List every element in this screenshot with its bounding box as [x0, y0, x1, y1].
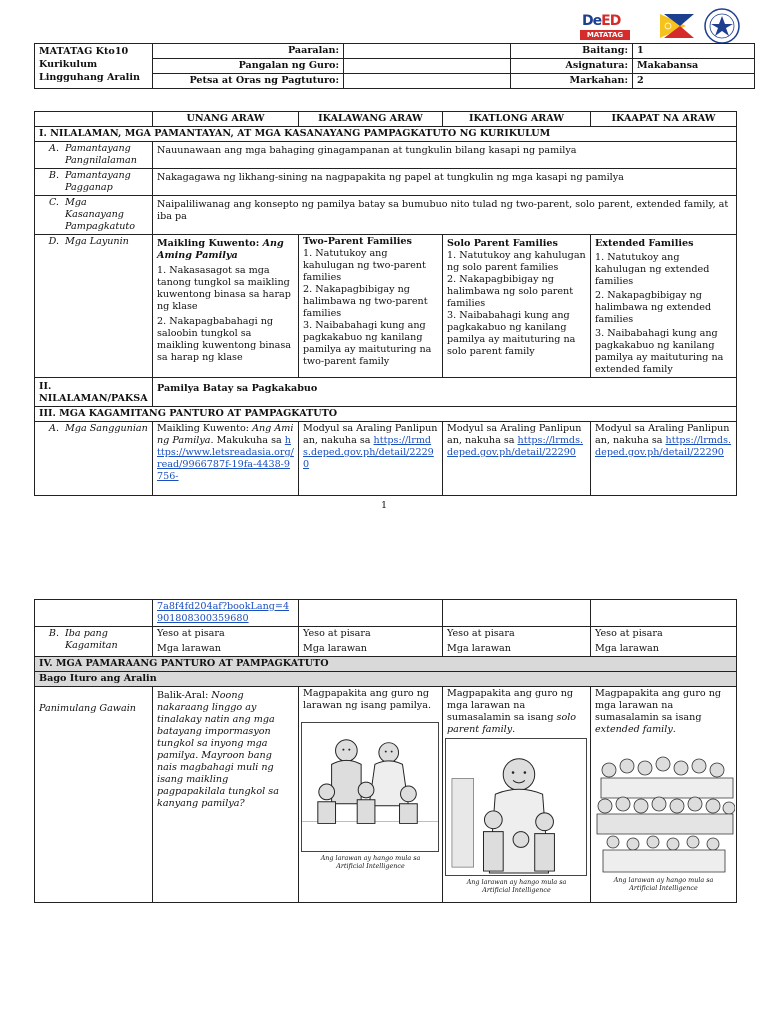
- content-topic-text: Pamilya Batay sa Pagkakabuo: [153, 378, 737, 407]
- bagong-pilipinas-logo: [656, 10, 698, 42]
- objective-item: 1. Natutukoy ang kahulugan ng extended families: [595, 252, 710, 287]
- day-header-4: IKAAPAT NA ARAW: [591, 112, 737, 127]
- teacher-field: [344, 59, 511, 74]
- other-materials-day3: Yeso at pisara Mga larawan: [443, 627, 591, 657]
- solo-parent-family-illustration: [445, 738, 587, 876]
- objective-item: 2. Nakapagbabahagi ng saloobin tungkol sa maikling kuwentong binasa sa harap ng klase: [157, 316, 292, 363]
- curriculum-label: MATATAG Kto10 Kurikulum Lingguhang Aralin: [35, 44, 153, 89]
- day-header-2: IKALAWANG ARAW: [299, 112, 443, 127]
- other-materials-label: B. Iba pang Kagamitan: [35, 627, 153, 657]
- subject-value: Makabansa: [633, 59, 755, 74]
- other-materials-day2: Yeso at pisara Mga larawan: [299, 627, 443, 657]
- grade-value: 1: [633, 44, 755, 59]
- section-4-heading: IV. MGA PAMARAANG PANTURO AT PAMPAGKATUTO: [35, 657, 737, 672]
- intro-activity-day3: Magpapakita ang guro ng mga larawan na sumasalamin sa isang solo parent family. Ang larawan ay hango mula sa Artificial Intelligence: [443, 687, 591, 903]
- learning-competencies-label: C. Mga Kasanayang Pampagkatuto: [35, 196, 153, 235]
- objectives-day1: [153, 235, 299, 378]
- intro-activity-day2: Magpapakita ang guro ng larawan ng isang pamilya. Ang larawan ay hango mula sa Artificial Intelligence: [299, 687, 443, 903]
- corner-cell: [35, 112, 153, 127]
- objectives-day4-title: Extended Families: [595, 238, 694, 249]
- section-1-heading: I. NILALAMAN, MGA PAMANTAYAN, AT MGA KASANAYANG PAMPAGKATUTO NG KURIKULUM: [35, 127, 737, 142]
- deped-seal-logo: [704, 8, 740, 44]
- intro-activity-day1: Balik-Aral: Noong nakaraang linggo ay tinalakay natin ang mga batayang impormasyon tungkol sa inyong mga pamilya. Mayroon bang nais magbahagi muli ng isang maikling pagpapakilala tungkol sa kanyang pamilya?: [153, 687, 299, 903]
- image-caption: Ang larawan ay hango mula sa Artificial Intelligence: [466, 878, 567, 894]
- performance-standard-label: B. Pamantayang Pagganap: [35, 169, 153, 196]
- day-header-3: IKATLONG ARAW: [443, 112, 591, 127]
- lesson-table-page1: [34, 111, 737, 496]
- objective-item: 2. Nakapagbibigay ng halimbawa ng extended families: [595, 290, 712, 325]
- quarter-value: 2: [633, 74, 755, 89]
- image-caption: Ang larawan ay hango mula sa Artificial Intelligence: [613, 876, 714, 892]
- objective-item: 3. Naibabahagi kung ang pagkakabuo ng kanilang pamilya ay maituturing na solo parent family: [447, 310, 576, 357]
- references-day4: Modyul sa Araling Panlipunan, nakuha sa https://lrmds.deped.gov.ph/detail/22290: [591, 422, 737, 496]
- references-label: A. Mga Sanggunian: [35, 422, 153, 496]
- objectives-day3: [443, 235, 591, 378]
- date-time-field: [344, 74, 511, 89]
- subject-label: Asignatura:: [511, 59, 633, 74]
- letsreadasia-link-continued: 7a8f4fd204af?bookLang=4901808300359680: [153, 600, 299, 627]
- objective-item: 1. Nakasasagot sa mga tanong tungkol sa maikling kuwentong binasa sa harap ng klase: [157, 265, 291, 312]
- objective-item: 3. Naibabahagi kung ang pagkakabuo ng kanilang pamilya ay maituturing na two-parent family: [303, 320, 432, 367]
- quarter-label: Markahan:: [511, 74, 633, 89]
- header-logos: [580, 8, 740, 44]
- image-caption: Ang larawan ay hango mula sa Artificial Intelligence: [320, 854, 421, 870]
- other-materials-day1: Yeso at pisara Mga larawan: [153, 627, 299, 657]
- objectives-label: D. Mga Layunin: [35, 235, 153, 378]
- lrmds-link[interactable]: https://lrmds.deped.gov.ph/detail/22290: [303, 435, 434, 470]
- content-standard-label: A. Pamantayang Pangnilalaman: [35, 142, 153, 169]
- school-label: Paaralan:: [153, 44, 344, 59]
- learning-competencies-text: Naipaliliwanag ang konsepto ng pamilya batay sa bumubuo nito tulad ng two-parent, solo parent, extended family, at iba pa: [153, 196, 737, 235]
- section-3-heading: III. MGA KAGAMITANG PANTURO AT PAMPAGKATUTO: [35, 407, 737, 422]
- objective-item: 3. Naibabahagi kung ang pagkakabuo ng kanilang pamilya ay maituturing na extended family: [595, 328, 724, 375]
- deped-matatag-logo: DeED MATATAG: [580, 11, 650, 41]
- content-topic-label: II. NILALAMAN/PAKSA: [35, 378, 153, 407]
- intro-activity-day4: Magpapakita ang guro ng mga larawan na sumasalamin sa isang extended family. Ang larawan ay hango mula sa Artificial Intelligence: [591, 687, 737, 903]
- lesson-table-page2: [34, 599, 737, 903]
- objectives-day3-title: Solo Parent Families: [447, 238, 558, 249]
- two-parent-family-illustration: [301, 722, 439, 852]
- objective-item: 2. Nakapagbibigay ng halimbawa ng solo parent families: [447, 274, 574, 309]
- content-standard-text: Nauunawaan ang mga bahaging ginagampanan at tungkulin bilang kasapi ng pamilya: [153, 142, 737, 169]
- references-day3: Modyul sa Araling Panlipunan, nakuha sa https://lrmds.deped.gov.ph/detail/22290: [443, 422, 591, 496]
- references-day1: Maikling Kuwento: Ang Aming Pamilya. Makukuha sa https://www.letsreadasia.org/read/9966787f-19fa-4438-9756-: [153, 422, 299, 496]
- objectives-day2-title: Two-Parent Families: [303, 236, 412, 247]
- other-materials-day4: Yeso at pisara Mga larawan: [591, 627, 737, 657]
- intro-activity-label: Panimulang Gawain: [35, 687, 153, 903]
- objectives-day4: [591, 235, 737, 378]
- grade-label: Baitang:: [511, 44, 633, 59]
- lrmds-link[interactable]: https://lrmds.deped.gov.ph/detail/22290: [447, 435, 584, 458]
- objectives-day2: [299, 235, 443, 378]
- lrmds-link[interactable]: https://lrmds.deped.gov.ph/detail/22290: [595, 435, 732, 458]
- objective-item: 1. Natutukoy ang kahulugan ng solo parent families: [447, 250, 586, 273]
- page-number: 1: [380, 500, 388, 511]
- references-day2: Modyul sa Araling Panlipunan, nakuha sa https://lrmds.deped.gov.ph/detail/22290: [299, 422, 443, 496]
- objective-item: 1. Natutukoy ang kahulugan ng two-parent families: [303, 248, 426, 283]
- date-time-label: Petsa at Oras ng Pagtuturo:: [153, 74, 344, 89]
- header-info-table: [34, 43, 755, 89]
- school-field: [344, 44, 511, 59]
- teacher-label: Pangalan ng Guro:: [153, 59, 344, 74]
- day-header-1: UNANG ARAW: [153, 112, 299, 127]
- letsreadasia-link[interactable]: https://www.letsreadasia.org/read/9966787f-19fa-4438-9756-: [157, 435, 294, 482]
- before-lesson-subheading: Bago Ituro ang Aralin: [35, 672, 737, 687]
- extended-family-illustration: [593, 742, 735, 874]
- performance-standard-text: Nakagagawa ng likhang-sining na nagpapakita ng papel at tungkulin ng mga kasapi ng pamilya: [153, 169, 737, 196]
- objectives-day1-title: Maikling Kuwento: Ang Aming Pamilya: [157, 238, 284, 261]
- objective-item: 2. Nakapagbibigay ng halimbawa ng two-parent families: [303, 284, 428, 319]
